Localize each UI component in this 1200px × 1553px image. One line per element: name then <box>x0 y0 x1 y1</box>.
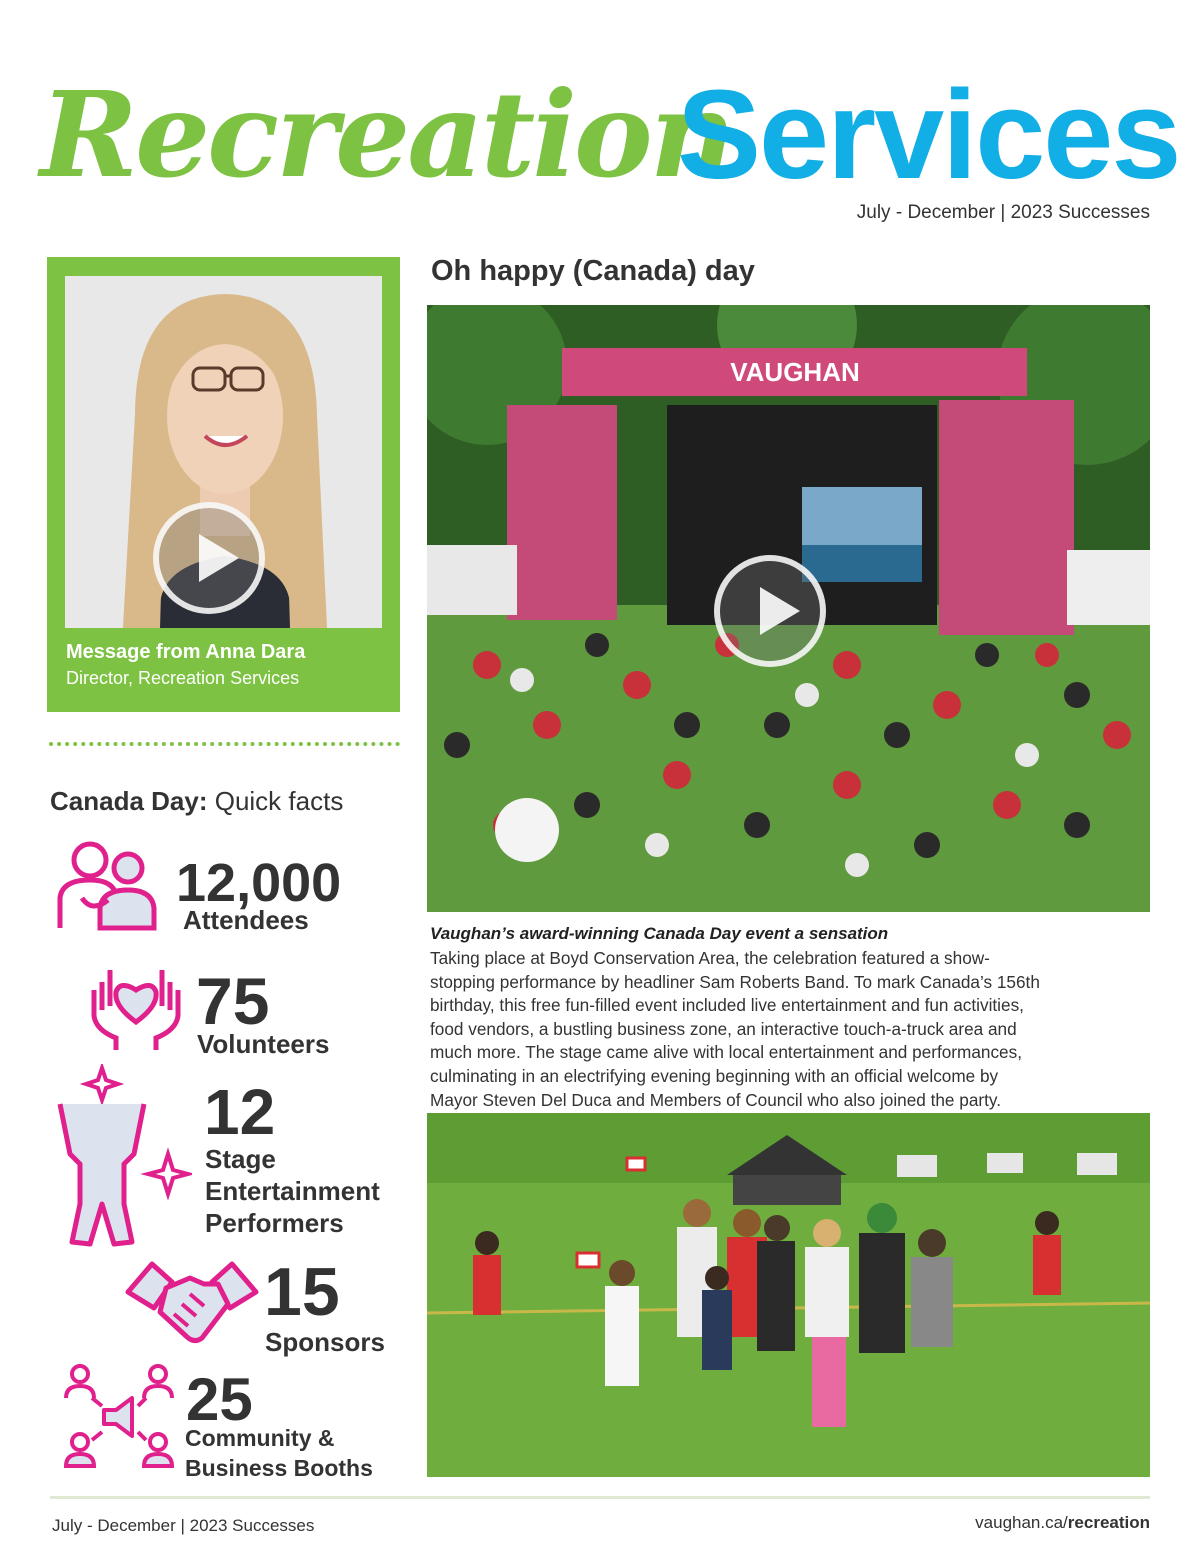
footer-url-prefix: vaughan.ca/ <box>975 1513 1068 1532</box>
message-author-name: Message from Anna Dara <box>66 641 306 663</box>
story-caption-title: Vaughan’s award-winning Canada Day event a sensation <box>430 924 889 943</box>
story-body-line: food vendors, a bustling business zone, an interactive touch-a-truck area and <box>430 1018 1017 1039</box>
director-message-card <box>47 257 400 712</box>
fact-performers-label-line3: Performers <box>205 1208 344 1238</box>
quick-facts-heading-rest: Quick facts <box>207 786 344 816</box>
play-video-button[interactable] <box>714 555 826 667</box>
svg-text:VAUGHAN: VAUGHAN <box>730 357 860 387</box>
fact-sponsors-number: 15 <box>264 1254 340 1330</box>
fact-volunteers-number: 75 <box>196 964 270 1038</box>
megaphone-network-icon <box>60 1362 178 1474</box>
story-body-line: stopping performance by headliner Sam Roberts Band. To mark Canada’s 156th <box>430 971 1040 992</box>
page-title <box>40 64 1180 205</box>
fact-performers-number: 12 <box>204 1076 276 1148</box>
footer-url-path: recreation <box>1067 1513 1150 1532</box>
fact-booths-label-line2: Business Booths <box>185 1455 373 1481</box>
page-subtitle: July - December | 2023 Successes <box>856 202 1150 223</box>
title-services: Services <box>677 64 1180 205</box>
story-body-line: much more. The stage came alive with local entertainment and performances, <box>430 1042 1022 1063</box>
play-video-button[interactable] <box>153 502 265 614</box>
canada-day-stage-photo <box>427 305 1150 912</box>
story-heading: Oh happy (Canada) day <box>431 255 755 287</box>
quick-facts-heading-bold: Canada Day: <box>50 786 208 816</box>
story-body <box>430 947 1145 1112</box>
title-recreation: Recreation <box>40 65 733 204</box>
story-body-line: culminating in an electrifying evening beginning with an official welcome by <box>430 1065 999 1086</box>
fact-booths-number: 25 <box>186 1366 253 1433</box>
footer-date-range: July - December | 2023 Successes <box>52 1516 315 1535</box>
message-author-role: Director, Recreation Services <box>66 668 300 688</box>
dotted-divider <box>49 742 400 746</box>
story-body-line: birthday, this free fun-filled event included live entertainment and fun activities, <box>430 995 1024 1016</box>
fact-performers-label-line1: Stage <box>205 1144 276 1174</box>
group-field-illustration <box>427 1113 1150 1477</box>
fact-attendees-label: Attendees <box>183 905 309 935</box>
people-icon <box>52 838 162 933</box>
celebrating-person-icon <box>50 1064 192 1254</box>
fact-volunteers-label: Volunteers <box>197 1029 330 1059</box>
story-body-line: Mayor Steven Del Duca and Members of Council who also joined the party. <box>430 1089 1001 1110</box>
director-photo <box>65 276 382 628</box>
quick-facts-heading <box>50 786 343 817</box>
fact-sponsors-label: Sponsors <box>265 1327 385 1357</box>
fact-attendees-number: 12,000 <box>176 853 342 913</box>
heart-hands-icon <box>86 960 186 1052</box>
canada-day-group-photo <box>427 1113 1150 1477</box>
footer-divider <box>50 1496 1150 1499</box>
footer-website-link[interactable] <box>975 1513 1150 1533</box>
fact-booths-label-line1: Community & <box>185 1425 335 1451</box>
handshake-icon <box>124 1258 260 1348</box>
story-body-line: Taking place at Boyd Conservation Area, the celebration featured a show- <box>430 948 990 968</box>
fact-performers-label-line2: Entertainment <box>205 1176 380 1206</box>
